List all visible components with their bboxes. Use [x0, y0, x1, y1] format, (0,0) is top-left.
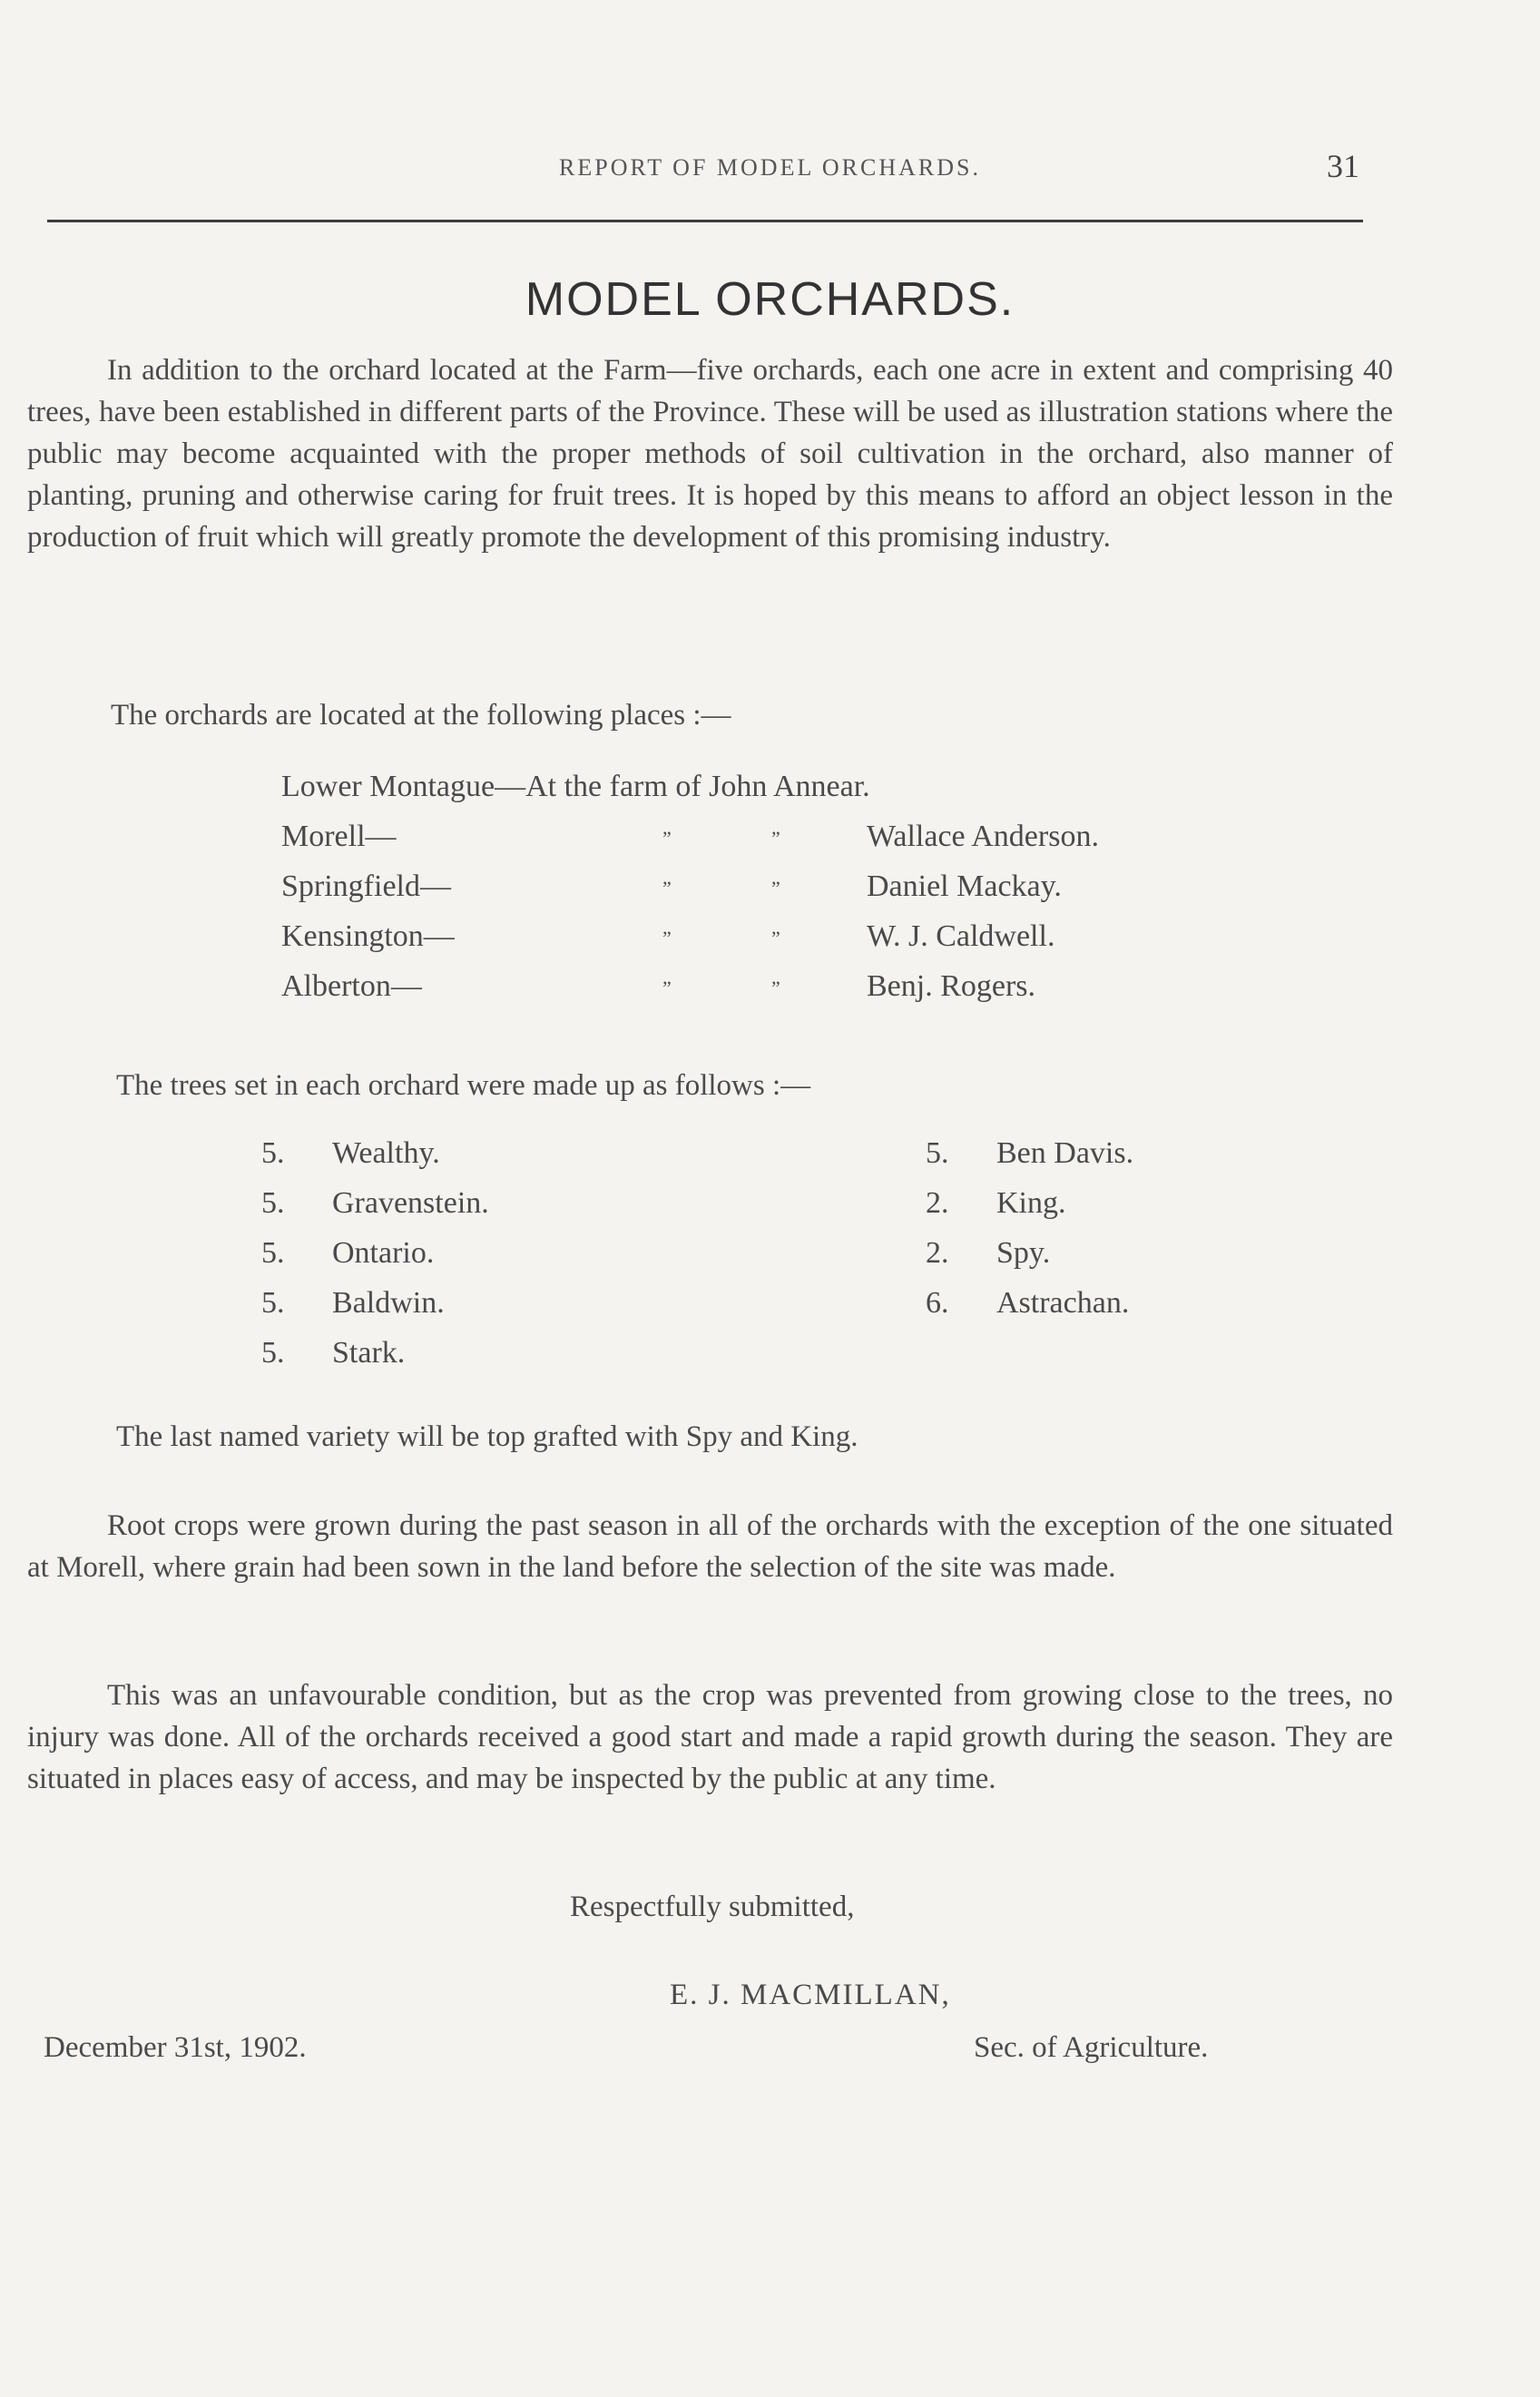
ditto-mark: ”: [662, 827, 672, 850]
report-date: December 31st, 1902.: [44, 2031, 307, 2064]
place-name: Springfield—: [281, 869, 451, 903]
page-title: MODEL ORCHARDS.: [525, 273, 1015, 326]
header-rule: [47, 220, 1363, 222]
running-head: REPORT OF MODEL ORCHARDS.: [559, 154, 981, 181]
owner-name: Benj. Rogers.: [867, 969, 1036, 1003]
tree-row: [261, 1286, 624, 1336]
tree-row: [926, 1186, 1289, 1236]
tree-row: [261, 1136, 624, 1186]
condition-paragraph: This was an unfavourable condition, but as the crop was prevented from growing close to the trees, no injury was done. All of the orchards received a good start and made a rapid growth during the season. They are situated in places easy of access, and may be inspected by the public at any time.: [27, 1679, 1393, 1795]
ditto-mark: ”: [771, 977, 780, 999]
tree-variety: Astrachan.: [996, 1286, 1130, 1320]
page-number: 31: [1327, 148, 1359, 184]
places-intro: The orchards are located at the following places :—: [111, 699, 731, 732]
owner-name: W. J. Caldwell.: [867, 919, 1055, 953]
place-row: [281, 919, 1280, 969]
place-name: Lower Montague—At the farm of John Annear.: [281, 770, 870, 803]
trees-list-right: [926, 1136, 1289, 1336]
grafting-note: The last named variety will be top grafted with Spy and King.: [116, 1420, 858, 1453]
tree-row: [926, 1236, 1289, 1286]
tree-variety: Spy.: [996, 1236, 1051, 1270]
ditto-mark: ”: [771, 927, 780, 949]
owner-name: Daniel Mackay.: [867, 869, 1062, 903]
tree-count: 5.: [926, 1136, 949, 1170]
tree-variety: Wealthy.: [332, 1136, 440, 1170]
root-crops-paragraph: Root crops were grown during the past season in all of the orchards with the exception of the one situated at Morell, where grain had been sown in the land before the selection of the site was made.: [27, 1509, 1393, 1584]
place-row: [281, 770, 1280, 820]
tree-count: 2.: [926, 1186, 949, 1220]
tree-row: [261, 1336, 624, 1386]
tree-variety: Stark.: [332, 1336, 406, 1370]
ditto-mark: ”: [771, 827, 780, 850]
signatory-title: Sec. of Agriculture.: [974, 2031, 1209, 2064]
tree-count: 6.: [926, 1286, 949, 1320]
ditto-mark: ”: [662, 877, 672, 899]
place-row: [281, 969, 1280, 1019]
places-list: [281, 770, 1280, 1019]
tree-variety: Baldwin.: [332, 1286, 445, 1320]
tree-count: 5.: [261, 1186, 285, 1220]
place-row: [281, 820, 1280, 869]
tree-variety: Ontario.: [332, 1236, 435, 1270]
tree-row: [926, 1286, 1289, 1336]
place-name: Alberton—: [281, 969, 422, 1003]
tree-variety: King.: [996, 1186, 1066, 1220]
tree-row: [926, 1136, 1289, 1186]
trees-list-left: [261, 1136, 624, 1386]
tree-count: 5.: [261, 1336, 285, 1370]
ditto-mark: ”: [662, 977, 672, 999]
trees-intro: The trees set in each orchard were made up as follows :—: [116, 1069, 811, 1102]
tree-count: 5.: [261, 1136, 285, 1170]
place-row: [281, 869, 1280, 919]
ditto-mark: ”: [771, 877, 780, 899]
tree-count: 5.: [261, 1236, 285, 1270]
closing-salutation: Respectfully submitted,: [570, 1891, 855, 1923]
signatory-name: E. J. MACMILLAN,: [670, 1979, 951, 2011]
place-name: Kensington—: [281, 919, 455, 953]
tree-count: 5.: [261, 1286, 285, 1320]
tree-row: [261, 1236, 624, 1286]
place-name: Morell—: [281, 820, 397, 853]
tree-row: [261, 1186, 624, 1236]
tree-variety: Ben Davis.: [996, 1136, 1134, 1170]
intro-paragraph: In addition to the orchard located at the Farm—five orchards, each one acre in extent and comprising 40 trees, have been established in different parts of the Province. These will be used as illustration stations where the public may become acquainted with the proper methods of soil cultivation in the orchard, also manner of planting, pruning and otherwise caring for fruit trees. It is hoped by this means to afford an object lesson in the production of fruit which will greatly promote the development of this promising industry.: [27, 354, 1393, 554]
ditto-mark: ”: [662, 927, 672, 949]
tree-variety: Gravenstein.: [332, 1186, 489, 1220]
tree-count: 2.: [926, 1236, 949, 1270]
owner-name: Wallace Anderson.: [867, 820, 1099, 853]
